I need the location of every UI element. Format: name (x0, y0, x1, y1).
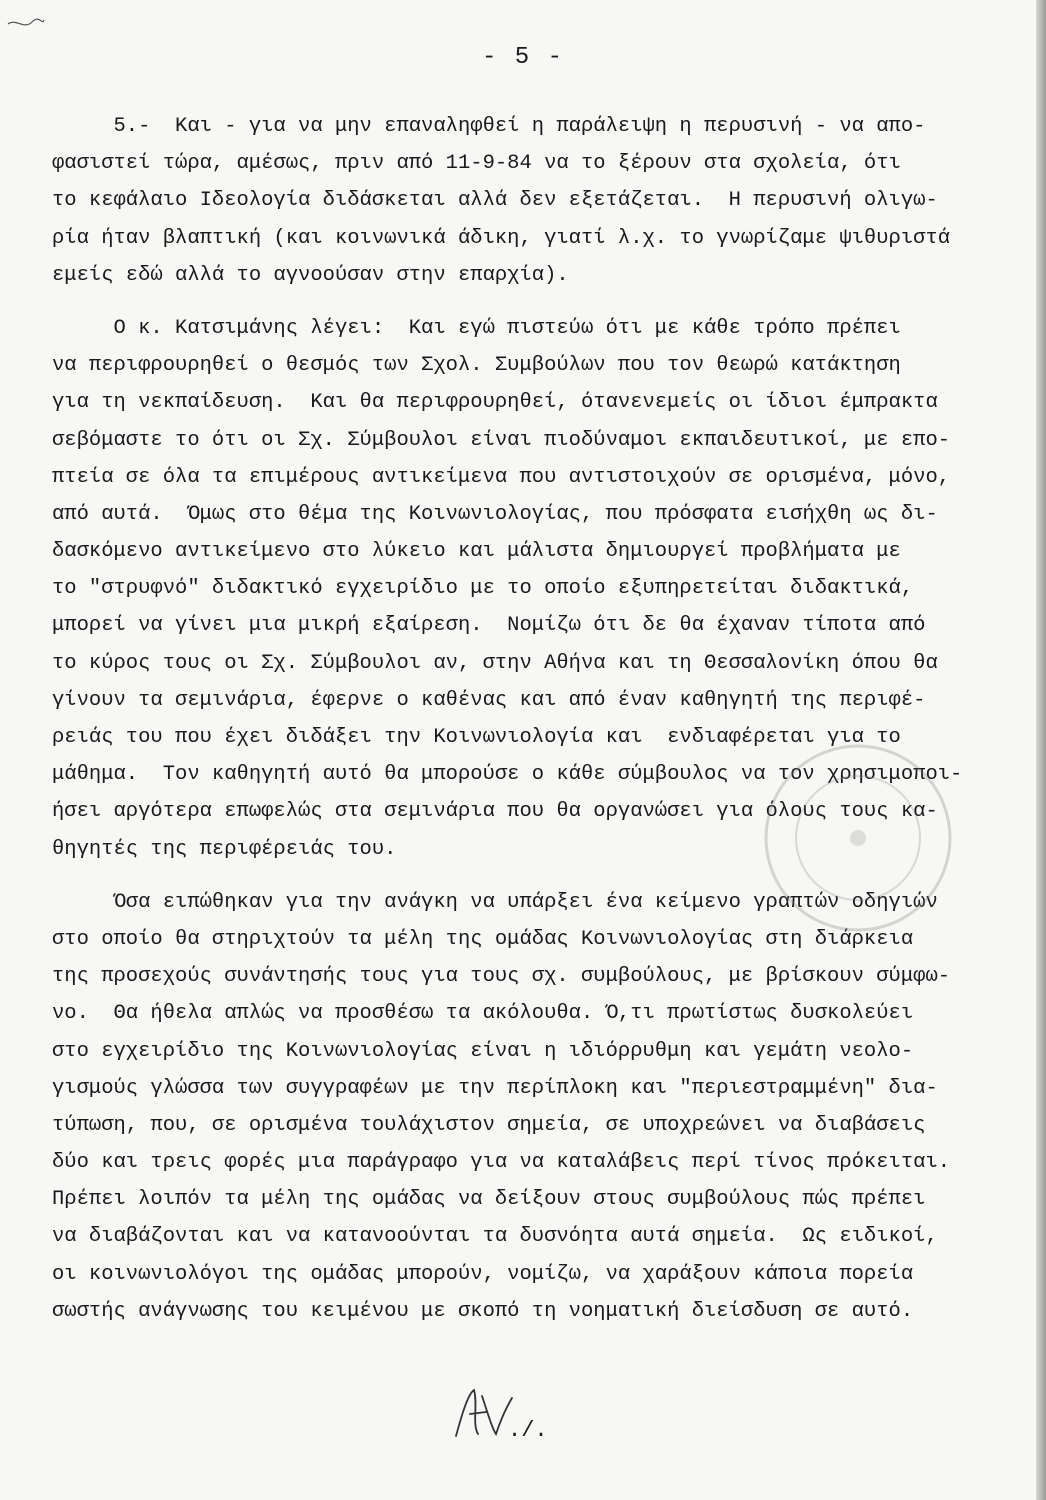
paragraph-item-5 (52, 108, 992, 294)
text-line: να περιφρουρηθεί ο θεσμός των Σχολ. Συμβούλων που τον θεωρώ κατάκτηση (52, 354, 901, 378)
text-line: μάθημα. Τον καθηγητή αυτό θα μπορούσε ο κάθε σύμβουλος να τον χρησιμοποι- (52, 763, 963, 787)
text-line: 5.- Και - για να μην επαναληφθεί η παράλειψη η περυσινή - να απο- (52, 115, 926, 138)
text-line: γίνουν τα σεμινάρια, έφερνε ο καθένας και από έναν καθηγητή της περιφέ- (52, 688, 926, 712)
text-line: από αυτά. Όμως στο θέμα της Κοινωνιολογίας, που πρόσφατα εισήχθη ως δι- (52, 502, 938, 526)
continuation-mark: ./. (508, 1418, 548, 1443)
scan-page-edge (1036, 0, 1046, 1500)
text-line: το κύρος τους οι Σχ. Σύμβουλοι αν, στην Αθήνα και τη Θεσσαλονίκη όπου θα (52, 651, 938, 675)
text-line: φασιστεί τώρα, αμέσως, πριν από 11-9-84 να το ξέρουν στα σχολεία, ότι (52, 152, 901, 176)
text-line: στο οποίο θα στηριχτούν τα μέλη της ομάδας Κοινωνιολογίας στη διάρκεια (52, 927, 914, 951)
faded-seal-stamp (758, 738, 958, 938)
text-line: στο εγχειρίδιο της Κοινωνιολογίας είναι η ιδιόρρυθμη και γεμάτη νεολο- (52, 1039, 914, 1063)
text-line: ρία ήταν βλαπτική (και κοινωνικά άδικη, γιατί λ.χ. το γνωρίζαμε ψιθυριστά (52, 226, 951, 250)
text-line: Όσα ειπώθηκαν για την ανάγκη να υπάρξει ένα κείμενο γραπτών οδηγιών (52, 890, 938, 914)
text-line: οι κοινωνιολόγοι της ομάδας μπορούν, νομίζω, να χαράξουν κάποια πορεία (52, 1262, 914, 1286)
text-line: δασκόμενο αντικείμενο στο λύκειο και μάλιστα δημιουργεί προβλήματα με (52, 540, 901, 564)
text-line: μπορεί να γίνει μια μικρή εξαίρεση. Νομίζω ότι δε θα έχαναν τίποτα από (52, 614, 926, 638)
paragraph-sociology-guidelines (52, 884, 992, 1330)
text-line: το "στρυφνό" διδακτικό εγχειρίδιο με το οποίο εξυπηρετείται διδακτικά, (52, 577, 914, 601)
text-line: ρειάς του που έχει διδάξει την Κοινωνιολογία και ενδιαφέρεται για το (52, 726, 901, 749)
text-line: να διαβάζονται και να κατανοούνται τα δυσνόητα αυτά σημεία. Ως ειδικοί, (52, 1225, 938, 1249)
document-body (52, 108, 992, 1330)
text-line: σωστής ανάγνωσης του κειμένου με σκοπό τη νοηματική διείσδυση σε αυτό. (52, 1299, 914, 1323)
text-line: θηγητές της περιφέρειάς του. (52, 837, 397, 861)
text-line: Ο κ. Κατσιμάνης λέγει: Και εγώ πιστεύω ότι με κάθε τρόπο πρέπει (52, 316, 901, 340)
text-line: εμείς εδώ αλλά το αγνοούσαν στην επαρχία). (52, 263, 569, 287)
text-line: δύο και τρεις φορές μια παράγραφο για να καταλάβεις περί τίνος πρόκειται. (52, 1151, 951, 1175)
text-line: τύπωση, που, σε ορισμένα τουλάχιστον σημεία, σε υποχρεώνει να διαβάσεις (52, 1113, 926, 1137)
text-line: Πρέπει λοιπόν τα μέλη της ομάδας να δείξουν στους συμβούλους πώς πρέπει (52, 1188, 926, 1212)
corner-scribble-mark (6, 10, 46, 34)
text-line: ήσει αργότερα επωφελώς στα σεμινάρια που θα οργανώσει για όλους τους κα- (52, 800, 938, 824)
text-line: γισμούς γλώσσα των συγγραφέων με την περίπλοκη και "περιεστραμμένη" δια- (52, 1076, 938, 1100)
text-line: το κεφάλαιο Ιδεολογία διδάσκεται αλλά δεν εξετάζεται. Η περυσινή ολιγω- (52, 189, 938, 213)
page-number: - 5 - (481, 44, 564, 71)
text-line: πτεία σε όλα τα επιμέρους αντικείμενα που αντιστοιχούν σε ορισμένα, μόνο, (52, 465, 951, 489)
text-line: για τη νεκπαίδευση. Και θα περιφρουρηθεί, ότανενεμείς οι ίδιοι έμπρακτα (52, 391, 938, 415)
text-line: νο. Θα ήθελα απλώς να προσθέσω τα ακόλουθα. Ό,τι πρωτίστως δυσκολεύει (52, 1002, 914, 1026)
text-line: της προσεχούς συνάντησής τους για τους σχ. συμβούλους, με βρίσκουν σύμφω- (52, 965, 951, 989)
text-line: σεβόμαστε το ότι οι Σχ. Σύμβουλοι είναι πιοδύναμοι εκπαιδευτικοί, με επο- (52, 428, 951, 452)
